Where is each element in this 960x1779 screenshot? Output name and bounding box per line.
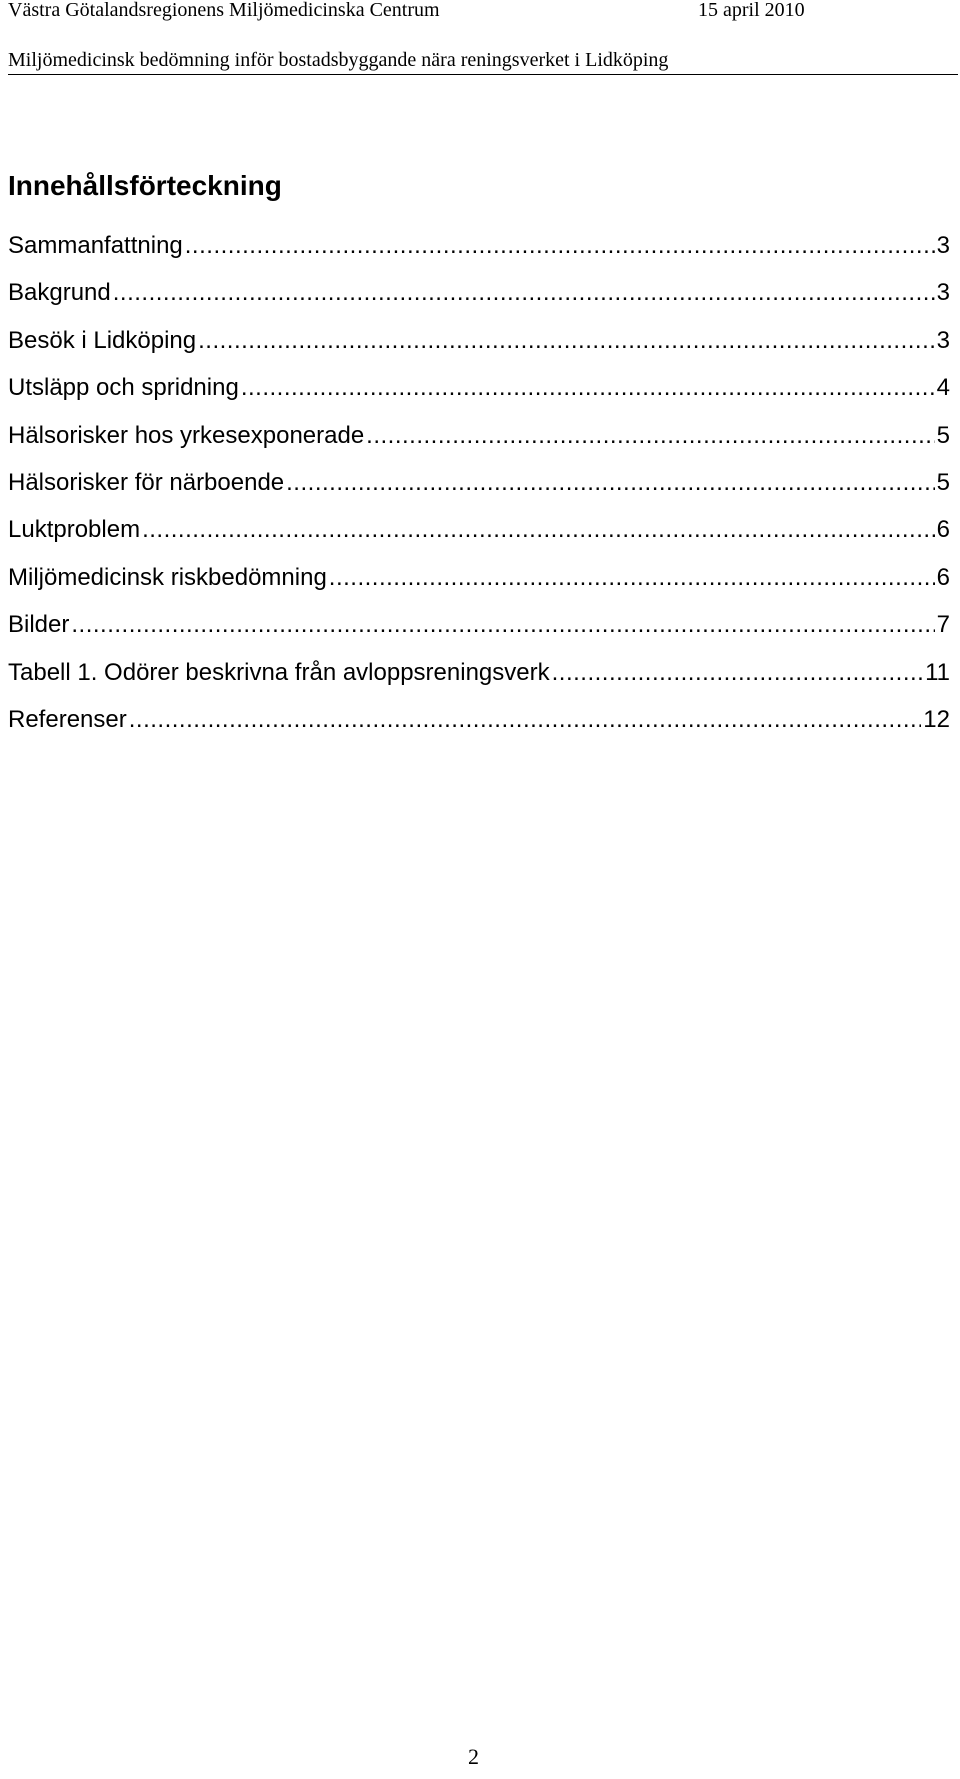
toc-dot-leader: [185, 231, 935, 261]
toc-entry-title: Besök i Lidköping: [8, 326, 197, 354]
toc-entry-title: Utsläpp och spridning: [8, 374, 239, 402]
header-subtitle: Miljömedicinsk bedömning inför bostadsbyggande nära reningsverket i Lidköping: [8, 49, 669, 71]
toc-entry-title: Tabell 1. Odörer beskrivna från avloppsreningsverk: [8, 658, 550, 686]
toc-heading: Innehållsförteckning: [8, 170, 282, 201]
toc-entry-referenser[interactable]: [8, 705, 950, 752]
toc-entry-halsorisker-narboende[interactable]: [8, 468, 950, 515]
toc-entry-page: 11: [925, 658, 950, 686]
toc-entry-page: 5: [936, 468, 950, 496]
toc-dot-leader: [129, 705, 922, 735]
toc-dot-leader: [329, 563, 935, 593]
toc-entry-bakgrund[interactable]: [8, 278, 950, 325]
toc-entry-page: 7: [936, 611, 950, 639]
toc-dot-leader: [366, 421, 934, 451]
toc-entry-utslapp-och-spridning[interactable]: [8, 373, 950, 420]
header-organization: Västra Götalandsregionens Miljömedicinska Centrum: [8, 0, 440, 21]
toc-dot-leader: [142, 515, 935, 545]
toc-dot-leader: [198, 326, 935, 356]
toc-entry-page: 6: [936, 516, 950, 544]
toc-entry-title: Hälsorisker hos yrkesexponerade: [8, 421, 365, 449]
toc-dot-leader: [71, 610, 934, 640]
toc-entry-page: 6: [936, 563, 950, 591]
page-number: 2: [468, 1744, 479, 1769]
toc-dot-leader: [552, 658, 923, 688]
toc-entry-luktproblem[interactable]: [8, 515, 950, 562]
toc-entry-title: Luktproblem: [8, 516, 141, 544]
toc-dot-leader: [113, 278, 935, 308]
toc-entry-title: Bilder: [8, 611, 70, 639]
toc-entry-page: 12: [923, 705, 950, 733]
toc-dot-leader: [286, 468, 935, 498]
toc-entry-title: Referenser: [8, 705, 127, 733]
toc-entry-page: 3: [936, 326, 950, 354]
header-top-row: [8, 0, 958, 26]
toc-entry-page: 4: [936, 374, 950, 402]
toc-entry-miljomedicinsk-riskbedomning[interactable]: [8, 563, 950, 610]
toc-entry-bilder[interactable]: [8, 610, 950, 657]
toc-entry-title: Miljömedicinsk riskbedömning: [8, 563, 327, 591]
toc-entry-tabell-1[interactable]: [8, 658, 950, 705]
toc-entry-besok-i-lidkoping[interactable]: [8, 326, 950, 373]
toc-entry-sammanfattning[interactable]: [8, 231, 950, 278]
toc-entry-halsorisker-yrkesexponerade[interactable]: [8, 421, 950, 468]
toc-dot-leader: [241, 373, 935, 403]
toc-entry-title: Sammanfattning: [8, 232, 183, 259]
toc-entry-title: Hälsorisker för närboende: [8, 468, 285, 496]
toc-entry-page: 3: [936, 232, 950, 259]
header-divider: [8, 74, 958, 75]
table-of-contents: [8, 231, 950, 752]
header-date: 15 april 2010: [698, 0, 805, 21]
toc-entry-page: 3: [936, 279, 950, 307]
toc-entry-title: Bakgrund: [8, 279, 111, 307]
toc-entry-page: 5: [936, 421, 950, 449]
